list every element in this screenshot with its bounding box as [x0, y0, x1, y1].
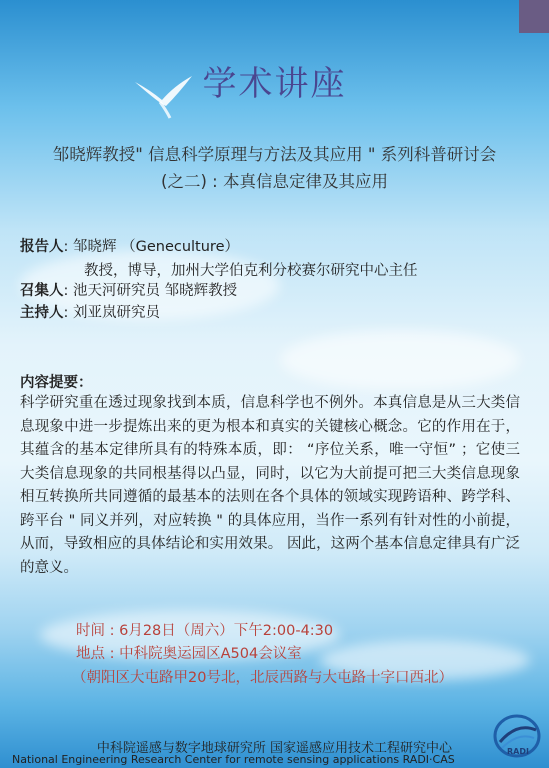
reporter-title: 教授，博导，加州大学伯克利分校赛尔研究中心主任: [84, 263, 418, 279]
organizer-name-cn: 中科院遥感与数字地球研究所 国家遥感应用技术工程研究中心: [96, 741, 453, 756]
organizer-name-en: National Engineering Research Center for remote sensing applications RADI·CAS: [12, 753, 455, 766]
convener-names: : 池天河研究员 邹晓辉教授: [63, 283, 238, 299]
lecture-topic: (之二) : 本真信息定律及其应用: [161, 172, 388, 191]
convener-row: [20, 279, 237, 300]
corner-strip: [519, 0, 549, 33]
time-row: [76, 619, 333, 640]
time-label: 时间: [76, 623, 105, 639]
seminar-series-title: 邹晓辉教授" 信息科学原理与方法及其应用 " 系列科普研讨会: [52, 145, 497, 164]
cloud-decoration: [280, 330, 520, 390]
logo-label: RADI: [507, 747, 529, 756]
place-label: 地点: [76, 646, 105, 662]
reporter-name: : 邹晓辉 （Geneculture）: [63, 239, 240, 255]
host-row: [20, 301, 160, 322]
place-row: [76, 642, 302, 663]
abstract-body: 科学研究重在透过现象找到本质，信息科学也不例外。本真信息是从三大类信息现象中进一步提炼出来的更为根本和真实的关键核心概念。它的作用在于，其蕴含的基本定律所具有的特殊本质，即： “序位关系，唯一守恒” ；它使三大类信息现象的共同根基得以凸显，同时，以它为大前提可把三大类信息现象相互转换所共同遵循的最基本的法则在各个具体的领域实现跨语种、跨学科、跨平台 " 同义并列，对应转换 " 的具体应用，当作一系列有针对性的小前提，从而，导致相应的具体结论和实用效果。 因此，这两个基本信息定律具有广泛的意义。: [20, 395, 520, 576]
reporter-label: 报告人: [20, 239, 64, 255]
page-title: 学术讲座: [202, 64, 347, 104]
host-name: : 刘亚岚研究员: [63, 305, 160, 321]
host-label: 主持人: [20, 305, 64, 321]
convener-label: 召集人: [20, 283, 64, 299]
abstract-heading: 内容提要：: [20, 375, 93, 391]
time-value: : 6月28日（周六）下午2:00-4:30: [109, 623, 334, 639]
place-detail: （朝阳区大屯路甲20号北，北辰西路与大屯路十字口西北）: [72, 670, 453, 686]
place-value: : 中科院奥运园区A504会议室: [109, 646, 302, 662]
reporter-row: [20, 235, 239, 256]
